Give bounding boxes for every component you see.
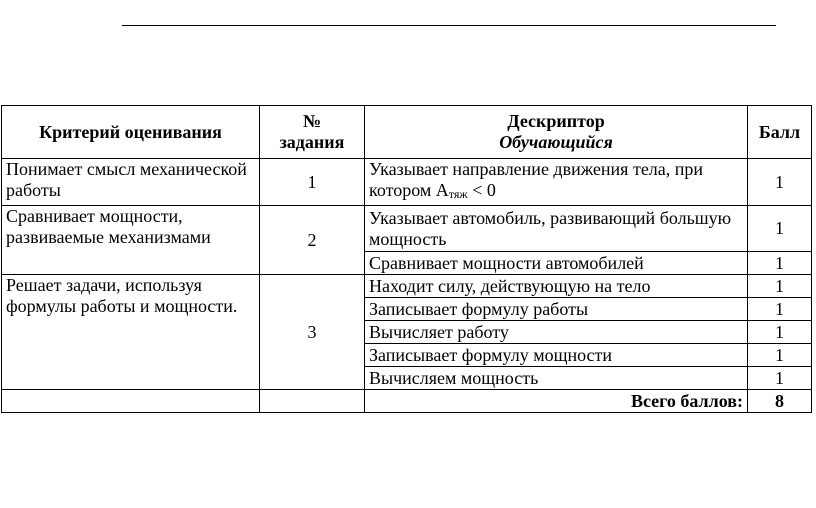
descriptor-cell: Вычисляем мощность	[365, 367, 748, 390]
header-score: Балл	[748, 106, 812, 159]
descriptor-cell: Находит силу, действующую на тело	[365, 275, 748, 298]
score-cell: 1	[748, 275, 812, 298]
score-cell: 1	[748, 206, 812, 252]
descriptor-subscript: тяж	[448, 187, 468, 201]
descriptor-cell: Записывает формулу работы	[365, 298, 748, 321]
header-number-sign: №	[302, 111, 322, 131]
header-descriptor	[365, 106, 748, 159]
table-row	[2, 159, 812, 206]
descriptor-suffix: < 0	[467, 180, 496, 200]
total-value: 8	[748, 390, 812, 413]
descriptor-text: Указывает направление движения тела, при котором A	[369, 159, 704, 200]
score-cell: 1	[748, 159, 812, 206]
header-task-label: задания	[279, 132, 345, 152]
descriptor-cell: Указывает автомобиль, развивающий большую мощность	[365, 206, 748, 252]
task-number-cell: 2	[260, 206, 365, 275]
header-task-number	[260, 106, 365, 159]
top-rule	[122, 25, 776, 26]
criterion-cell: Понимает смысл механической работы	[2, 159, 260, 206]
empty-cell	[2, 390, 260, 413]
task-number-cell: 3	[260, 275, 365, 390]
header-descriptor-sub: Обучающийся	[499, 132, 613, 152]
descriptor-cell: Записывает формулу мощности	[365, 344, 748, 367]
task-number-cell: 1	[260, 159, 365, 206]
total-row	[2, 390, 812, 413]
header-descriptor-title: Дескриптор	[507, 111, 605, 131]
empty-cell	[260, 390, 365, 413]
descriptor-cell: Сравнивает мощности автомобилей	[365, 252, 748, 275]
table-row	[2, 206, 812, 252]
assessment-table	[1, 105, 812, 413]
criterion-cell: Решает задачи, используя формулы работы и мощности.	[2, 275, 260, 390]
score-cell: 1	[748, 298, 812, 321]
score-cell: 1	[748, 367, 812, 390]
score-cell: 1	[748, 344, 812, 367]
total-label: Всего баллов:	[365, 390, 748, 413]
descriptor-cell	[365, 159, 748, 206]
header-criterion: Критерий оценивания	[2, 106, 260, 159]
header-row	[2, 106, 812, 159]
criterion-cell: Сравнивает мощности, развиваемые механизмами	[2, 206, 260, 275]
table-row	[2, 275, 812, 298]
score-cell: 1	[748, 252, 812, 275]
descriptor-cell: Вычисляет работу	[365, 321, 748, 344]
score-cell: 1	[748, 321, 812, 344]
